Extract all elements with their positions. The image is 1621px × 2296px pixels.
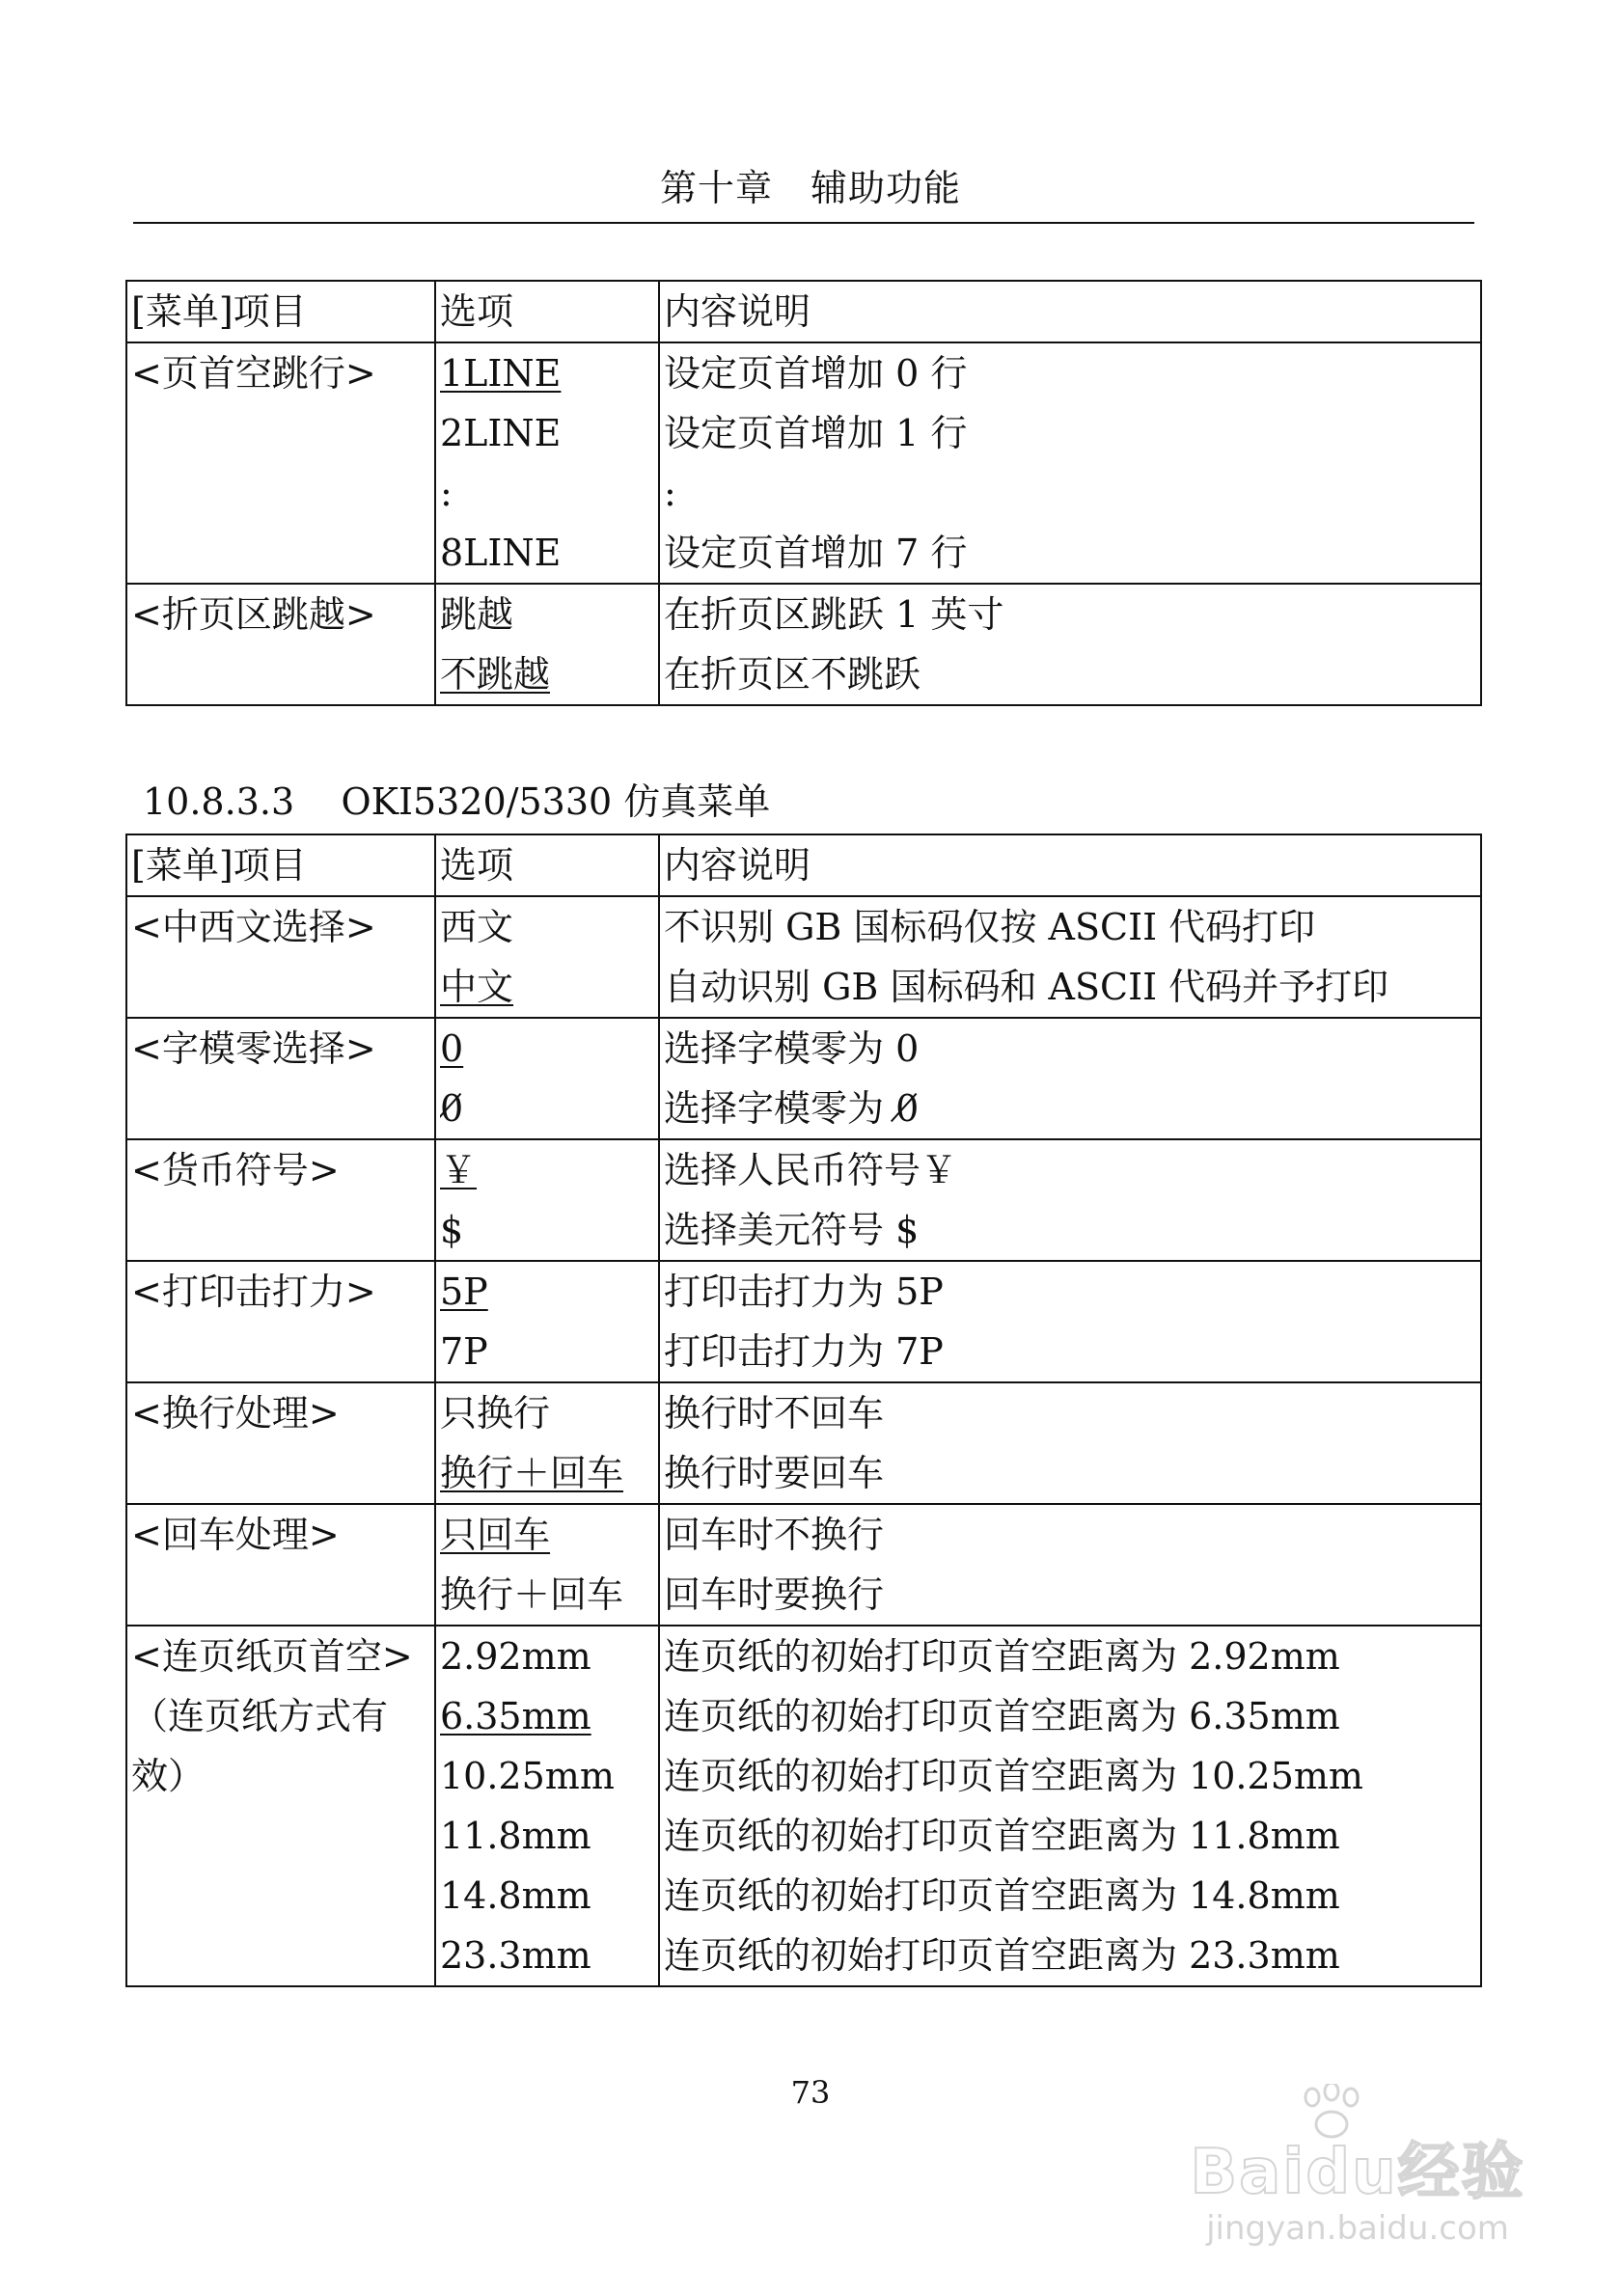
menu-item-cell — [126, 1382, 435, 1504]
description-line: 换行时要回车 — [664, 1452, 885, 1494]
option — [440, 1565, 658, 1625]
header-rule — [133, 222, 1474, 224]
table-row — [126, 1139, 1481, 1261]
option-text: 11.8mm — [440, 1815, 591, 1857]
baidu-jingyan-watermark — [1148, 2084, 1563, 2277]
option-text: 10.25mm — [440, 1755, 615, 1797]
menu-item-label: <折页区跳越> — [131, 593, 376, 636]
option-text: 8LINE — [440, 532, 562, 574]
menu-table-1 — [125, 280, 1482, 706]
column-header: 内容说明 — [659, 281, 1481, 342]
option-text: 0̸ — [440, 1087, 464, 1130]
description-line: 换行时不回车 — [664, 1392, 885, 1435]
option-text: 7P — [440, 1330, 488, 1373]
option-default — [440, 1140, 658, 1200]
description-line: : — [664, 472, 676, 514]
column-header: [菜单]项目 — [126, 281, 435, 342]
description-line: 选择美元符号 $ — [664, 1209, 920, 1251]
description-cell — [659, 1504, 1481, 1626]
table-row — [126, 896, 1481, 1018]
menu-item-cell — [126, 1018, 435, 1139]
option-text: 换行＋回车 — [440, 1573, 624, 1616]
option — [440, 1866, 658, 1926]
option-text: 23.3mm — [440, 1934, 591, 1977]
option — [440, 1079, 658, 1138]
option — [440, 523, 658, 583]
option-default — [440, 1505, 658, 1565]
option-cell — [435, 1504, 659, 1626]
option — [440, 1746, 658, 1806]
description-line: 连页纸的初始打印页首空距离为 23.3mm — [664, 1934, 1340, 1977]
menu-table-2 — [125, 834, 1482, 1987]
description-line: 连页纸的初始打印页首空距离为 14.8mm — [664, 1874, 1340, 1917]
table-row — [126, 1261, 1481, 1382]
option-cell — [435, 1139, 659, 1261]
description-cell — [659, 896, 1481, 1018]
section-title: 10.8.3.3 OKI5320/5330 仿真菜单 — [143, 780, 771, 823]
option — [440, 1926, 658, 1985]
column-header: 选项 — [435, 281, 659, 342]
description-cell — [659, 584, 1481, 705]
description-line: 连页纸的初始打印页首空距离为 11.8mm — [664, 1815, 1340, 1857]
table-row — [126, 342, 1481, 584]
menu-item-label: <页首空跳行> — [131, 352, 376, 395]
option-cell — [435, 1018, 659, 1139]
description-line: 设定页首增加 1 行 — [664, 412, 968, 454]
menu-item-cell — [126, 1139, 435, 1261]
menu-item-label: <打印击打力> — [131, 1271, 376, 1313]
option-text: 6.35mm — [440, 1695, 591, 1737]
option-cell — [435, 1261, 659, 1382]
description-line: 设定页首增加 7 行 — [664, 532, 968, 574]
option-text: 只回车 — [440, 1514, 551, 1556]
option — [440, 1383, 658, 1443]
menu-item-cell — [126, 342, 435, 584]
description-line: 设定页首增加 0 行 — [664, 352, 968, 395]
option-text: 中文 — [440, 966, 514, 1008]
description-line: 连页纸的初始打印页首空距离为 6.35mm — [664, 1695, 1340, 1737]
description-cell — [659, 1382, 1481, 1504]
option-text: 跳越 — [440, 593, 514, 636]
page-number: 73 — [790, 2074, 831, 2111]
table-row — [126, 584, 1481, 705]
description-line: 连页纸的初始打印页首空距离为 10.25mm — [664, 1755, 1363, 1797]
option-text: 换行＋回车 — [440, 1452, 624, 1494]
watermark-logo: Baidu经验 — [1190, 2137, 1525, 2208]
table-row — [126, 1382, 1481, 1504]
description-line: 不识别 GB 国标码仅按 ASCII 代码打印 — [664, 906, 1316, 948]
option — [440, 1626, 658, 1686]
option-text: 1LINE — [440, 352, 562, 395]
description-line: 回车时要换行 — [664, 1573, 885, 1616]
menu-item-label: <连页纸页首空>（连页纸方式有效） — [131, 1635, 413, 1797]
description-cell — [659, 342, 1481, 584]
option — [440, 463, 658, 523]
option-text: $ — [440, 1209, 464, 1251]
menu-item-cell — [126, 1504, 435, 1626]
menu-item-label: <中西文选择> — [131, 906, 376, 948]
table-row — [126, 1504, 1481, 1626]
option-default — [440, 343, 658, 403]
option-text: 不跳越 — [440, 653, 551, 696]
option-default — [440, 957, 658, 1017]
option-text: 2.92mm — [440, 1635, 591, 1678]
menu-item-label: <回车处理> — [131, 1514, 340, 1556]
option — [440, 1200, 658, 1260]
description-line: 自动识别 GB 国标码和 ASCII 代码并予打印 — [664, 966, 1389, 1008]
description-line: 连页纸的初始打印页首空距离为 2.92mm — [664, 1635, 1340, 1678]
option — [440, 585, 658, 644]
option-cell — [435, 896, 659, 1018]
option-cell — [435, 342, 659, 584]
description-line: 选择字模零为 0̸ — [664, 1087, 920, 1130]
option — [440, 1322, 658, 1381]
description-line: 在折页区跳跃 1 英寸 — [664, 593, 1004, 636]
option — [440, 1806, 658, 1866]
column-header: 内容说明 — [659, 834, 1481, 896]
description-cell — [659, 1139, 1481, 1261]
option-text: 2LINE — [440, 412, 562, 454]
menu-item-cell — [126, 1261, 435, 1382]
menu-item-label: <字模零选择> — [131, 1027, 376, 1070]
option-text: 只换行 — [440, 1392, 551, 1435]
column-header: 选项 — [435, 834, 659, 896]
watermark-url: jingyan.baidu.com — [1206, 2209, 1509, 2248]
menu-item-cell — [126, 1626, 435, 1986]
table-header-row — [126, 281, 1481, 342]
option-cell — [435, 584, 659, 705]
option-default — [440, 644, 658, 704]
option-default — [440, 1019, 658, 1079]
description-cell — [659, 1018, 1481, 1139]
description-cell — [659, 1626, 1481, 1986]
chapter-title: 第十章 辅助功能 — [659, 167, 961, 209]
table-header-row — [126, 834, 1481, 896]
option-text: ￥ — [440, 1149, 478, 1191]
menu-item-label: <货币符号> — [131, 1149, 340, 1191]
column-header: [菜单]项目 — [126, 834, 435, 896]
option-text: 西文 — [440, 906, 514, 948]
table-row — [126, 1018, 1481, 1139]
option — [440, 403, 658, 463]
menu-item-cell — [126, 584, 435, 705]
option-default — [440, 1262, 658, 1322]
description-line: 打印击打力为 7P — [664, 1330, 944, 1373]
description-line: 回车时不换行 — [664, 1514, 885, 1556]
option-text: 14.8mm — [440, 1874, 591, 1917]
menu-item-label: <换行处理> — [131, 1392, 340, 1435]
description-cell — [659, 1261, 1481, 1382]
table-row — [126, 1626, 1481, 1986]
description-line: 打印击打力为 5P — [664, 1271, 944, 1313]
option-cell — [435, 1626, 659, 1986]
option-text: 5P — [440, 1271, 488, 1313]
option-text: : — [440, 472, 453, 514]
option-text: 0 — [440, 1027, 464, 1070]
option-default — [440, 1443, 658, 1503]
description-line: 在折页区不跳跃 — [664, 653, 921, 696]
menu-item-cell — [126, 896, 435, 1018]
option-cell — [435, 1382, 659, 1504]
option-default — [440, 1686, 658, 1746]
option — [440, 897, 658, 957]
description-line: 选择人民币符号￥ — [664, 1149, 958, 1191]
description-line: 选择字模零为 0 — [664, 1027, 920, 1070]
